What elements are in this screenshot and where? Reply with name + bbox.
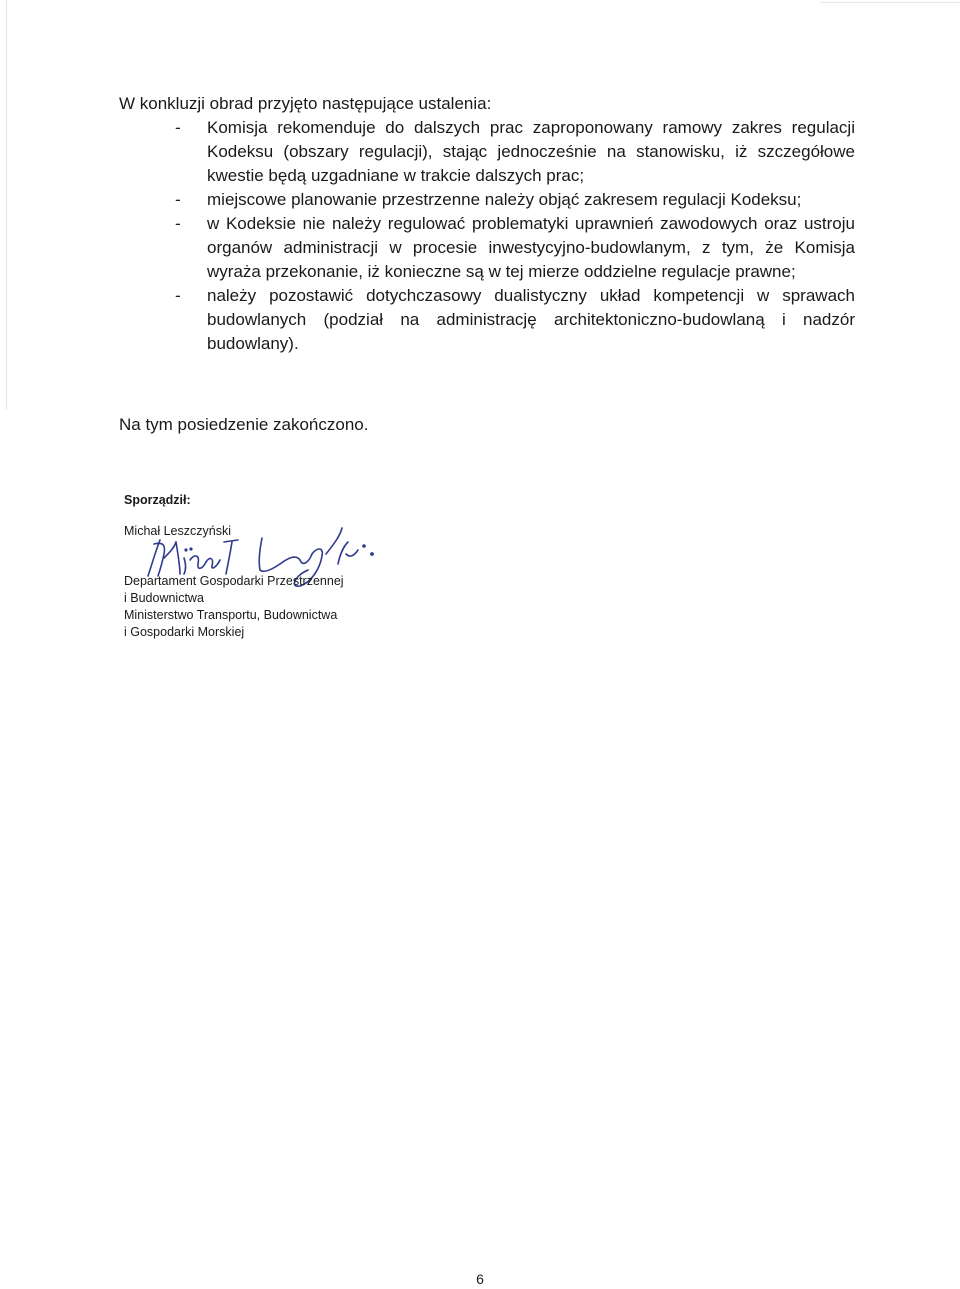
intro-paragraph: W konkluzji obrad przyjęto następujące ustalenia: — [119, 94, 492, 113]
org-line: i Budownictwa — [124, 591, 204, 605]
finding-text: Komisja rekomenduje do dalszych prac zaproponowany ramowy zakres regulacji Kodeksu (obszary regulacji), stając jednocześnie na stanowisku, iż szczegółowe kwestie będą uzgadniane w trakcie dalszych prac; — [207, 118, 855, 185]
author-name: Michał Leszczyński — [124, 524, 231, 538]
scan-edge-left — [6, 0, 7, 410]
org-line: i Gospodarki Morskiej — [124, 625, 245, 639]
finding-text: miejscowe planowanie przestrzenne należy objąć zakresem regulacji Kodeksu; — [207, 190, 802, 209]
org-line: Departament Gospodarki Przestrzennej — [124, 574, 344, 588]
scan-edge-top — [820, 2, 960, 3]
finding-text: w Kodeksie nie należy regulować problematyki uprawnień zawodowych oraz ustroju organów administracji w procesie inwestycyjno-budowlanym, z tym, że Komisja wyraża przekonanie, iż konieczne są w tej mierze oddzielne regulacje prawne; — [207, 214, 855, 281]
list-dash: - — [175, 286, 181, 305]
list-dash: - — [175, 118, 181, 137]
finding-item — [119, 212, 855, 284]
closing-sentence: Na tym posiedzenie zakończono. — [119, 415, 369, 434]
list-dash: - — [175, 214, 181, 233]
page-number: 6 — [476, 1271, 484, 1287]
finding-item — [119, 284, 855, 356]
finding-item — [119, 188, 855, 212]
list-dash: - — [175, 190, 181, 209]
findings-list — [119, 116, 855, 356]
prepared-by-label: Sporządził: — [124, 493, 191, 507]
author-organization — [124, 573, 344, 641]
finding-text: należy pozostawić dotychczasowy dualistyczny układ kompetencji w sprawach budowlanych (podział na administrację architektoniczno-budowlaną i nadzór budowlany). — [207, 286, 855, 353]
finding-item — [119, 116, 855, 188]
org-line: Ministerstwo Transportu, Budownictwa — [124, 608, 338, 622]
